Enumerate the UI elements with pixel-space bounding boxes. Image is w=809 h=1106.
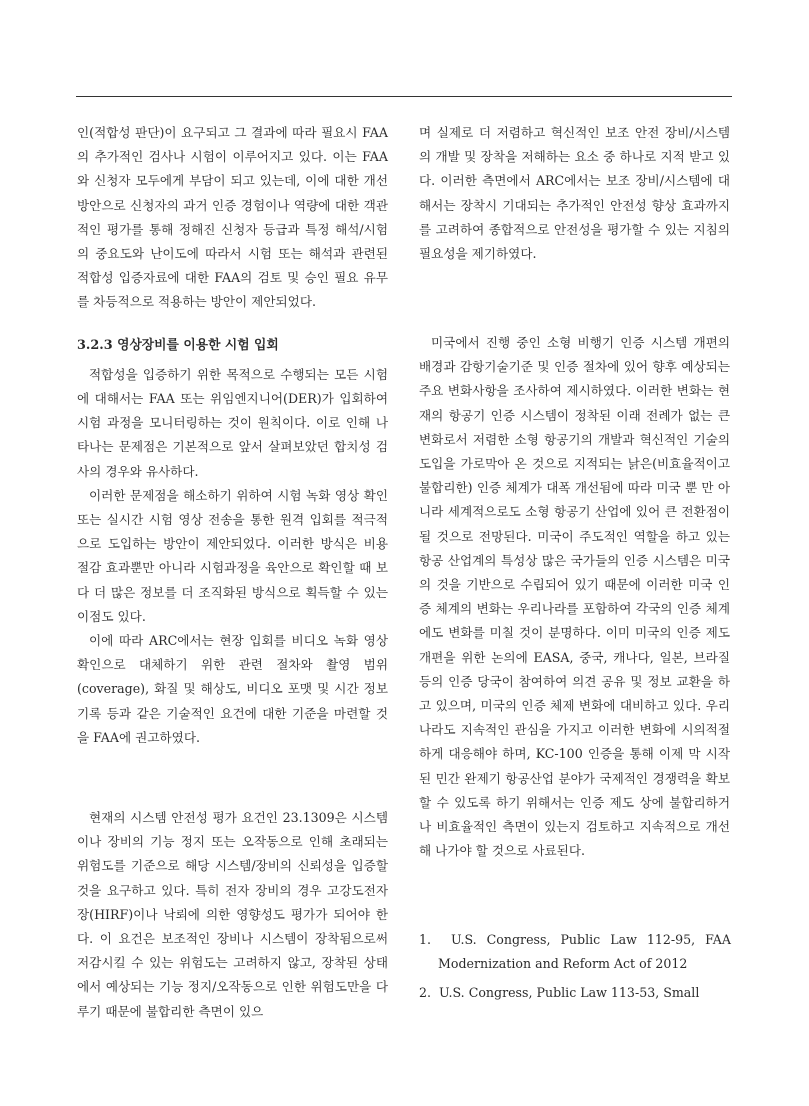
left-column-lower <box>77 806 388 1024</box>
left-paragraph-5: 현재의 시스템 안전성 평가 요건인 23.1309은 시스템이나 장비의 기능 정지 또는 오작동으로 인해 초래되는 위험도를 기준으로 해당 시스템/장비의 신뢰성을 입증할 것을 요구하고 있다. 특히 전자 장비의 경우 고강도전자장(HIRF)이나 낙뢰에 의한 영향성도 평가가 되어야 한다. 이 요건은 보조적인 장비나 시스템이 장착됨으로써 저감시킬 수 있는 위험도는 고려하지 않고, 장착된 상태에서 예상되는 기능 정지/오작동으로 인한 위험도만을 다루기 때문에 불합리한 측면이 있으 <box>77 810 388 1019</box>
left-paragraph-3: 이러한 문제점을 해소하기 위하여 시험 녹화 영상 확인 또는 실시간 시험 영상 전송을 통한 원격 입회를 적극적으로 도입하는 방안이 제안되었다. 이러한 방식은 비용 절감 효과뿐만 아니라 시험과정을 육안으로 확인할 때 보다 더 많은 정보를 더 조직화된 방식으로 획득할 수 있는 이점도 있다. <box>77 487 388 624</box>
reference-item <box>419 981 731 1005</box>
reference-number: 1. <box>419 932 432 947</box>
right-paragraph-2: 미국에서 진행 중인 소형 비행기 인증 시스템 개편의 배경과 감항기술기준 및 인증 절차에 있어 향후 예상되는 주요 변화사항을 조사하여 제시하였다. 이러한 변화는 현재의 항공기 인증 시스템이 정착된 이래 전례가 없는 큰 변화로서 저렴한 소형 항공기의 개발과 혁신적인 기술의 도입을 가로막아 온 것으로 지적되는 낡은(비효율적이고 불합리한) 인증 체계가 대폭 개선됨에 따라 미국 뿐 만 아니라 세계적으로도 소형 항공기 산업에 있어 큰 전환점이 될 것으로 전망된다. 미국이 주도적인 역할을 하고 있는 항공 산업계의 특성상 많은 국가들의 인증 시스템은 미국의 것을 기반으로 수립되어 있기 때문에 이러한 미국 인증 체계의 변화는 우리나라를 포함하여 각국의 인증 체계에도 변화를 미칠 것이 분명하다. 이미 미국의 인증 제도 개편을 위한 논의에 EASA, 중국, 캐나다, 일본, 브라질 등의 인증 당국이 참여하여 의견 공유 및 정보 교환을 하고 있으며, 미국의 인증 체제 변화에 대비하고 있다. 우리나라도 지속적인 관심을 가지고 이러한 변화에 시의적절하게 대응해야 하며, KC-100 인증을 통해 이제 막 시작된 민간 완제기 항공산업 분야가 국제적인 경쟁력을 확보할 수 있도록 하기 위해서는 인증 제도 상에 불합리하거나 비효율적인 측면이 있는지 검토하고 지속적으로 개선해 나가야 할 것으로 사료된다. <box>419 335 730 859</box>
right-column-conclusion <box>419 331 730 863</box>
left-paragraph-1: 인(적합성 판단)이 요구되고 그 결과에 따라 필요시 FAA의 추가적인 검사나 시험이 이루어지고 있다. 이는 FAA와 신청자 모두에게 부담이 되고 있는데, 이에 대한 개선 방안으로 신청자의 과거 인증 경험이나 역량에 대한 객관적인 평가를 통해 정해진 신청자 등급과 특정 해석/시험의 중요도와 난이도에 따라서 시험 또는 해석과 관련된 적합성 입증자료에 대한 FAA의 검토 및 승인 필요 유무를 차등적으로 적용하는 방안이 제안되었다. <box>77 125 388 310</box>
reference-text: U.S. Congress, Public Law 112-95, FAA Modernization and Reform Act of 2012 <box>438 932 731 972</box>
reference-list <box>419 928 731 1011</box>
left-paragraph-2: 적합성을 입증하기 위한 목적으로 수행되는 모든 시험에 대해서는 FAA 또는 위임엔지니어(DER)가 입회하여 시험 과정을 모니터링하는 것이 원칙이다. 이로 인해 나타나는 문제점은 기본적으로 앞서 살펴보았던 합치성 검사의 경우와 유사하다. <box>77 366 388 479</box>
reference-text: U.S. Congress, Public Law 113-53, Small <box>439 985 700 1001</box>
right-paragraph-1: 며 실제로 더 저렴하고 혁신적인 보조 안전 장비/시스템의 개발 및 장착을 저해하는 요소 중 하나로 지적 받고 있다. 이러한 측면에서 ARC에서는 보조 장비/시스템에 대해서는 장착시 기대되는 추가적인 안전성 향상 효과까지를 고려하여 종합적으로 안전성을 평가할 수 있는 지침의 필요성을 제기하였다. <box>419 125 730 262</box>
left-column <box>77 121 388 750</box>
reference-number: 2. <box>419 985 432 1001</box>
reference-item <box>419 928 731 976</box>
left-paragraph-4: 이에 따라 ARC에서는 현장 입회를 비디오 녹화 영상 확인으로 대체하기 위한 관련 절차와 촬영 범위(coverage), 화질 및 해상도, 비디오 포맷 및 시간 정보 기록 등과 같은 기술적인 요건에 대한 기준을 마련할 것을 FAA에 권고하였다. <box>77 633 388 745</box>
header-rule <box>76 96 732 97</box>
section-heading: 3.2.3 영상장비를 이용한 시험 입회 <box>77 337 279 353</box>
right-column <box>419 121 730 266</box>
